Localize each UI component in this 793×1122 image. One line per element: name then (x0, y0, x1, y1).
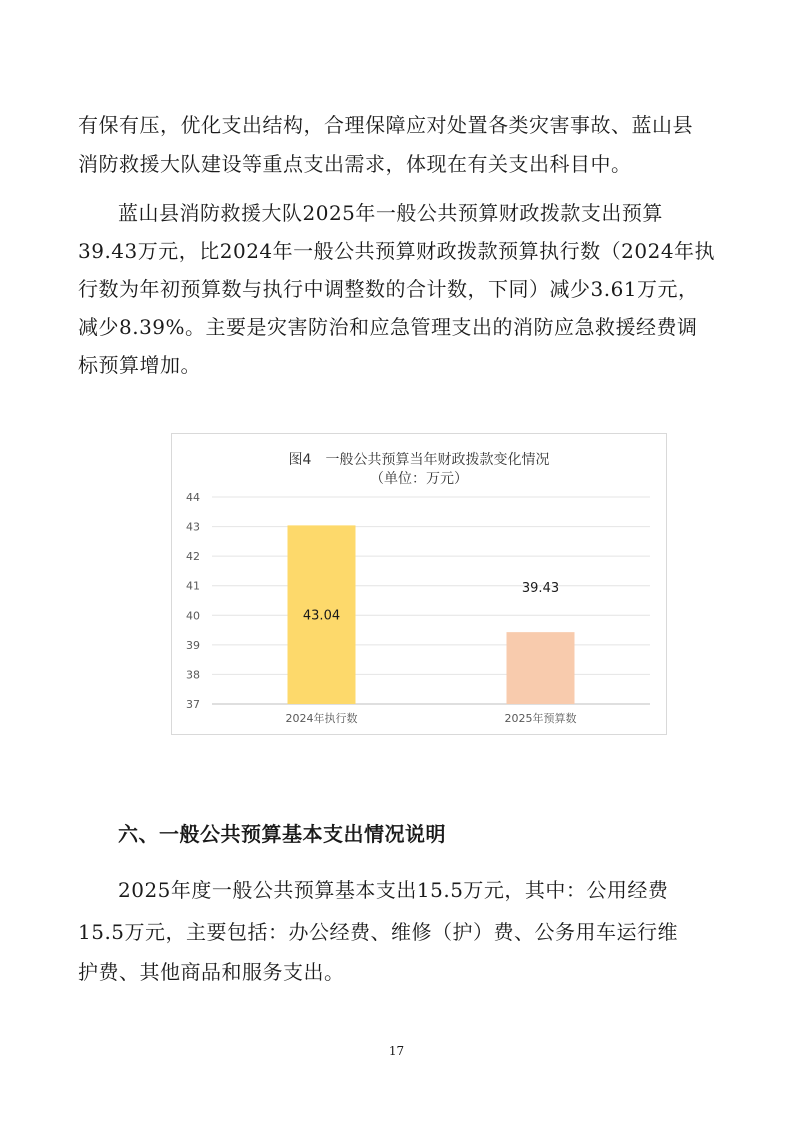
data-label: 43.04 (302, 608, 341, 624)
section6-line-2: 15.5万元，主要包括：办公经费、维修（护）费、公务用车运行维 (78, 920, 679, 944)
page-number: 17 (388, 1044, 405, 1058)
y-tick-label: 39 (186, 638, 200, 652)
x-tick-label: 2024年执行数 (285, 712, 358, 725)
chart-gridlines (212, 497, 650, 704)
paragraph2-line-5: 标预算增加。 (78, 353, 201, 377)
section6-line-3: 护费、其他商品和服务支出。 (78, 960, 345, 984)
y-tick-label: 38 (186, 668, 200, 682)
chart-canvas (172, 434, 666, 734)
paragraph2-line-2: 39.43万元，比2024年一般公共预算财政拨款预算执行数（2024年执 (78, 239, 716, 263)
y-tick-label: 44 (186, 491, 200, 504)
chart-y-axis (186, 491, 200, 711)
section6-line-1: 2025年度一般公共预算基本支出15.5万元，其中：公用经费 (118, 878, 669, 902)
y-tick-label: 43 (186, 520, 200, 534)
y-tick-label: 41 (186, 579, 200, 593)
data-label: 39.43 (521, 581, 560, 597)
chart-subtitle: （单位：万元） (370, 471, 468, 487)
budget-change-chart (171, 433, 667, 735)
bar-2 (507, 632, 575, 704)
y-tick-label: 37 (186, 698, 200, 711)
paragraph1-line-1: 有保有压，优化支出结构，合理保障应对处置各类灾害事故、蓝山县 (78, 113, 693, 137)
x-tick-label: 2025年预算数 (504, 712, 577, 725)
y-tick-label: 42 (186, 550, 200, 564)
paragraph1-line-2: 消防救援大队建设等重点支出需求，体现在有关支出科目中。 (78, 152, 632, 176)
y-tick-label: 40 (186, 609, 200, 623)
chart-x-axis (286, 711, 577, 725)
paragraph2-line-3: 行数为年初预算数与执行中调整数的合计数，下同）减少3.61万元， (78, 277, 699, 301)
chart-title: 图4 一般公共预算当年财政拨款变化情况 (288, 452, 550, 468)
paragraph2-line-1: 蓝山县消防救援大队2025年一般公共预算财政拨款支出预算 (118, 201, 663, 225)
paragraph2-line-4: 减少8.39%。主要是灾害防治和应急管理支出的消防应急救援经费调 (78, 315, 698, 339)
section6-heading: 六、一般公共预算基本支出情况说明 (118, 822, 446, 846)
